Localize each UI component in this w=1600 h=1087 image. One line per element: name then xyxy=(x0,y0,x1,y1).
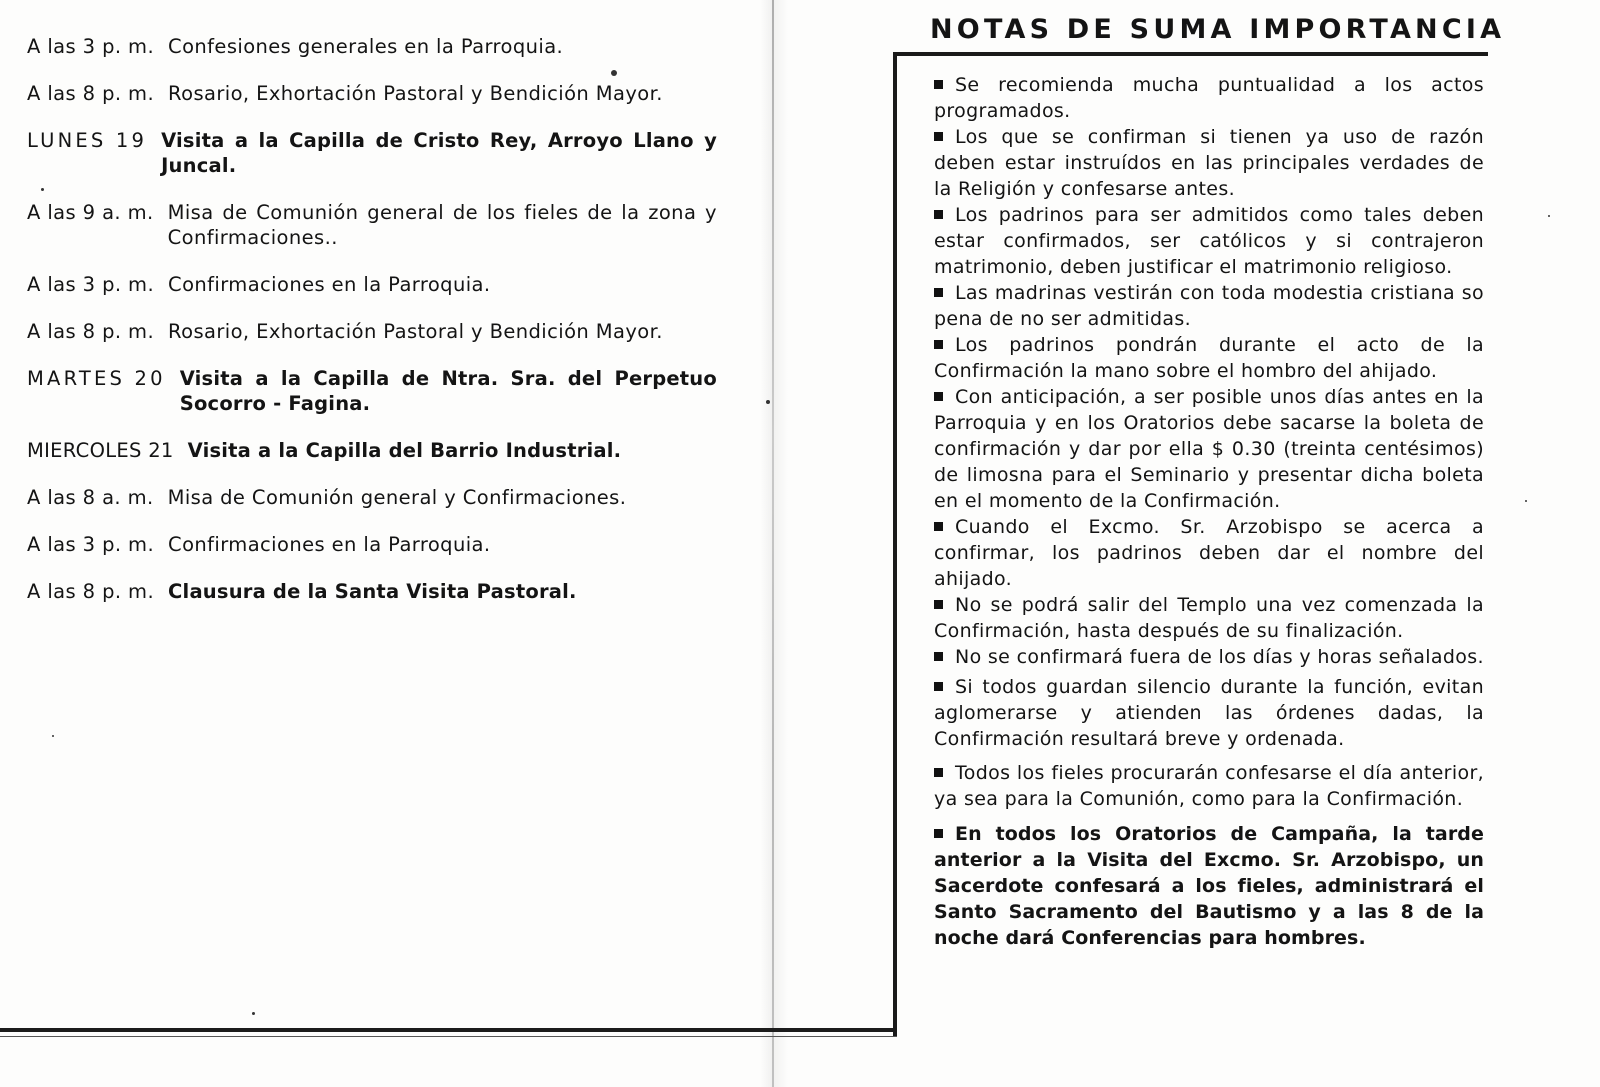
print-speck xyxy=(1525,500,1527,502)
schedule-entry xyxy=(27,128,717,178)
entry-description: Rosario, Exhortación Pastoral y Bendición Mayor. xyxy=(168,82,663,105)
schedule-entry xyxy=(27,81,717,106)
bottom-rule xyxy=(0,1028,897,1032)
entry-description: Visita a la Capilla del Barrio Industrial. xyxy=(187,439,622,462)
entry-day: MIERCOLES 21 xyxy=(27,439,174,462)
note-text: Cuando el Excmo. Sr. Arzobispo se acerca a confirmar, los padrinos deben dar el nombre del ahijado. xyxy=(934,516,1484,590)
entry-time: A las 8 a. m. xyxy=(27,486,154,509)
square-bullet-icon xyxy=(934,829,943,838)
entry-description: Misa de Comunión general y Confirmaciones. xyxy=(167,486,627,509)
entry-time: A las 8 p. m. xyxy=(27,580,155,603)
schedule-entry xyxy=(27,366,717,416)
entry-description: Visita a la Capilla de Cristo Rey, Arroyo Llano y Juncal. xyxy=(161,129,717,177)
square-bullet-icon xyxy=(934,392,943,401)
entry-description: Confirmaciones en la Parroquia. xyxy=(168,533,491,556)
note-text: Con anticipación, a ser posible unos días antes en la Parroquia y en los Oratorios debe sacarse la boleta de confirmación y dar por ella $ 0.30 (treinta centésimos) de limosna para el Seminario y presentar dicha boleta en el momento de la Confirmación. xyxy=(934,386,1484,512)
bottom-rule-thin xyxy=(0,1036,897,1037)
print-speck xyxy=(41,188,44,191)
entry-day: MARTES 20 xyxy=(27,367,166,390)
square-bullet-icon xyxy=(934,522,943,531)
note-item-bold xyxy=(934,821,1484,951)
note-item xyxy=(934,124,1484,202)
square-bullet-icon xyxy=(934,210,943,219)
square-bullet-icon xyxy=(934,132,943,141)
schedule-entry xyxy=(27,532,717,557)
square-bullet-icon xyxy=(934,340,943,349)
schedule-entry xyxy=(27,272,717,297)
note-item xyxy=(934,760,1484,812)
note-text: Se recomienda mucha puntualidad a los actos programados. xyxy=(934,74,1484,122)
schedule-entry xyxy=(27,485,717,510)
page-fold-line xyxy=(772,0,774,1087)
square-bullet-icon xyxy=(934,80,943,89)
note-item xyxy=(934,384,1484,514)
print-speck xyxy=(252,1012,255,1015)
note-item xyxy=(934,332,1484,384)
entry-time: A las 8 p. m. xyxy=(27,82,155,105)
schedule-entry xyxy=(27,579,717,604)
note-item xyxy=(934,592,1484,644)
notes-frame-left-rule xyxy=(893,52,897,1036)
note-item xyxy=(934,72,1484,124)
square-bullet-icon xyxy=(934,768,943,777)
notes-title: NOTAS DE SUMA IMPORTANCIA xyxy=(930,14,1506,45)
print-speck xyxy=(52,735,54,737)
entry-description: Rosario, Exhortación Pastoral y Bendición Mayor. xyxy=(168,320,663,343)
note-item xyxy=(934,202,1484,280)
entry-description: Clausura de la Santa Visita Pastoral. xyxy=(168,580,577,603)
notes-column xyxy=(934,72,1484,951)
print-speck xyxy=(1548,215,1550,217)
notes-frame-top-rule xyxy=(893,52,1488,56)
square-bullet-icon xyxy=(934,682,943,691)
entry-description: Misa de Comunión general de los fieles de la zona y Confirmaciones.. xyxy=(167,201,717,249)
entry-time: A las 9 a. m. xyxy=(27,201,154,224)
schedule-entry xyxy=(27,438,717,463)
note-text: Si todos guardan silencio durante la función, evitan aglomerarse y atienden las órdenes dadas, la Confirmación resultará breve y ordenada. xyxy=(934,676,1484,750)
note-text: No se podrá salir del Templo una vez comenzada la Confirmación, hasta después de su finalización. xyxy=(934,594,1484,642)
note-text: Los que se confirman si tienen ya uso de razón deben estar instruídos en las principales verdades de la Religión y confesarse antes. xyxy=(934,126,1484,200)
note-item xyxy=(934,674,1484,752)
entry-description: Confesiones generales en la Parroquia. xyxy=(168,35,564,58)
schedule-entry xyxy=(27,34,717,59)
note-text: Todos los fieles procurarán confesarse el día anterior, ya sea para la Comunión, como para la Confirmación. xyxy=(934,762,1484,810)
entry-time: A las 8 p. m. xyxy=(27,320,155,343)
entry-time: A las 3 p. m. xyxy=(27,533,155,556)
page-fold-shadow xyxy=(760,0,788,1087)
schedule-entry xyxy=(27,200,717,250)
print-speck xyxy=(611,70,617,76)
entry-day: LUNES 19 xyxy=(27,129,148,152)
entry-description: Confirmaciones en la Parroquia. xyxy=(168,273,491,296)
note-item xyxy=(934,280,1484,332)
print-speck xyxy=(766,400,770,404)
note-text: Las madrinas vestirán con toda modestia cristiana so pena de no ser admitidas. xyxy=(934,282,1484,330)
square-bullet-icon xyxy=(934,600,943,609)
note-item xyxy=(934,644,1484,670)
note-text: No se confirmará fuera de los días y horas señalados. xyxy=(955,646,1484,668)
note-text: En todos los Oratorios de Campaña, la tarde anterior a la Visita del Excmo. Sr. Arzobispo, un Sacerdote confesará a los fieles, administrará el Santo Sacramento del Bautismo y a las 8 de la noche dará Conferencias para hombres. xyxy=(934,823,1484,949)
schedule-entry xyxy=(27,319,717,344)
square-bullet-icon xyxy=(934,652,943,661)
entry-description: Visita a la Capilla de Ntra. Sra. del Perpetuo Socorro - Fagina. xyxy=(179,367,717,415)
schedule-column xyxy=(27,34,717,626)
entry-time: A las 3 p. m. xyxy=(27,273,155,296)
square-bullet-icon xyxy=(934,288,943,297)
note-item xyxy=(934,514,1484,592)
note-text: Los padrinos pondrán durante el acto de la Confirmación la mano sobre el hombro del ahijado. xyxy=(934,334,1484,382)
entry-time: A las 3 p. m. xyxy=(27,35,155,58)
note-text: Los padrinos para ser admitidos como tales deben estar confirmados, ser católicos y si contrajeron matrimonio, deben justificar el matrimonio religioso. xyxy=(934,204,1484,278)
